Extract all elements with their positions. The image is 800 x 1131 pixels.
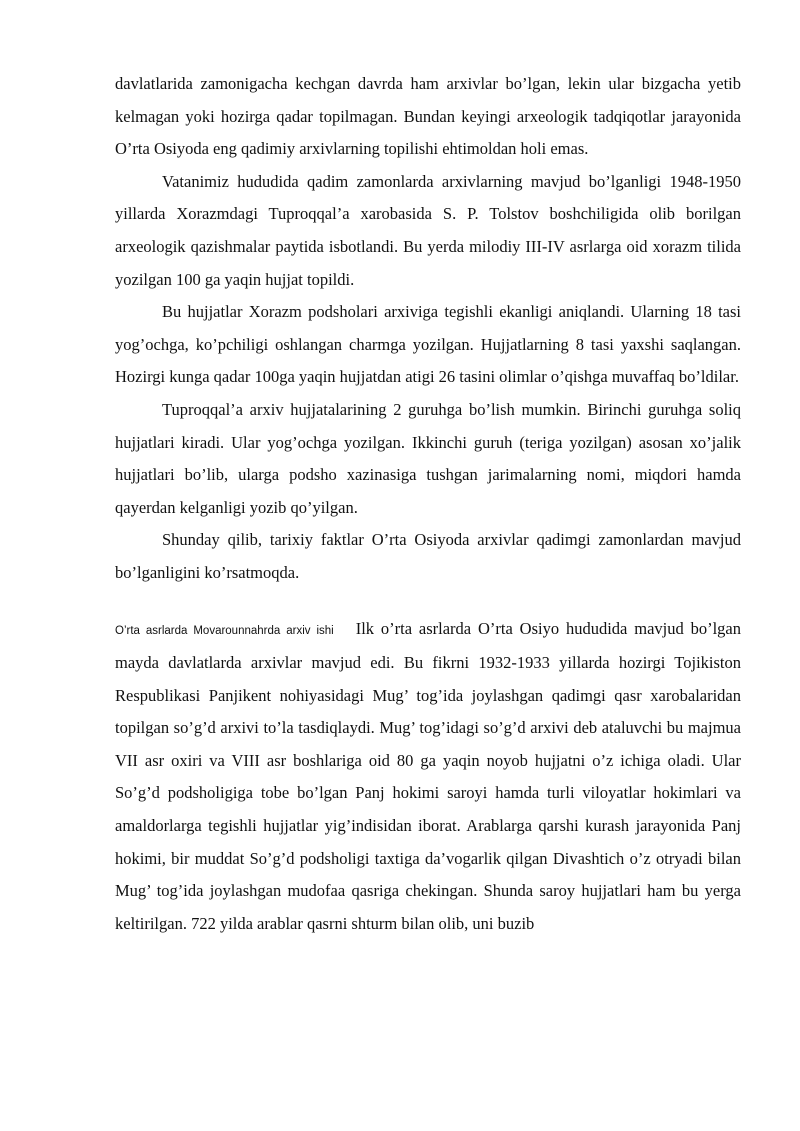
section-spacer [115, 590, 741, 613]
section-heading: O’rta asrlarda Movarounnahrda arxiv ishi [115, 624, 334, 637]
paragraph-khorezm-archive: Bu hujjatlar Xorazm podsholari arxiviga tegishli ekanligi aniqlandi. Ularning 18 tasi yog’ochga, ko’pchiligi oshlangan charmga yozilgan. Hujjatlarning 8 tasi yaxshi saqlangan. Hozirgi kunga qadar 100ga yaqin hujjatdan atigi 26 tasini olimlar o’qishga muvaffaq bo’ldilar. [115, 302, 741, 387]
paragraph-tuproqqala-discovery: Vatanimiz hududida qadim zamonlarda arxivlarning mavjud bo’lganligi 1948-1950 yillarda Xorazmdagi Tuproqqal’a xarobasida S. P. Tolstov boshchiligida olib borilgan arxeologik qazishmalar paytida isbotlandi. Bu yerda milodiy III-IV asrlarga oid xorazm tilida yozilgan 100 ga yaqin hujjat topildi. [115, 171, 741, 289]
paragraph-document-groups: Tuproqqal’a arxiv hujjatalarining 2 guruhga bo’lish mumkin. Birinchi guruhga soliq hujjatlari kiradi. Ular yog’ochga yozilgan. Ikkinchi guruh (teriga yozilgan) asosan xo’jalik hujjatlari bo’lib, ularga podsho xazinasiga tushgan jarimalarning nomi, miqdori hamda qayerdan kelganligi yozib qo’yilgan. [115, 399, 741, 517]
paragraph-continuation: davlatlarida zamonigacha kechgan davrda ham arxivlar bo’lgan, lekin ular bizgacha yetib kelmagan yoki hozirga qadar topilmagan. Bundan keyingi arxeologik tadqiqotlar jarayonida O’rta Osiyoda eng qadimiy arxivlarning topilishi ehtimoldan holi emas. [115, 74, 741, 159]
section-text: Ilk o’rta asrlarda O’rta Osiyo hududida mavjud bo’lgan mayda davlatlarda arxivlar mavjud edi. Bu fikrni 1932-1933 yillarda hozirgi Tojikiston Respublikasi Panjikent nohiyasidagi Mug’ tog’ida joylashgan qadimgi qasr xarobalaridan topilgan so’g’d arxivi to’la tasdiqlaydi. Mug’ tog’idagi so’g’d arxivi deb ataluvchi bu majmua VII asr oxiri va VIII asr boshlariga oid 80 ga yaqin noyob hujjatni o’z ichiga oladi. Ular So’g’d podsholigiga tobe bo’lgan Panj hokimi saroyi hamda turli viloyatlar hokimlari va amaldorlarga tegishli hujjatlar yig’indisidan iborat. Arablarga qarshi kurash jarayonida Panj hokimi, bir muddat So’g’d podsholigi taxtiga da’vogarlik qilgan Divashtich o’z otryadi bilan Mug’ tog’ida joylashgan mudofaa qasriga chekingan. Shunda saroy hujjatlari ham bu yerga keltirilgan. 722 yilda arablar qasrni shturm bilan olib, uni buzib [115, 618, 741, 933]
paragraph-conclusion: Shunday qilib, tarixiy faktlar O’rta Osiyoda arxivlar qadimgi zamonlardan mavjud bo’lganligini ko’rsatmoqda. [115, 530, 741, 582]
document-page [115, 68, 741, 940]
section-paragraph [115, 613, 741, 941]
